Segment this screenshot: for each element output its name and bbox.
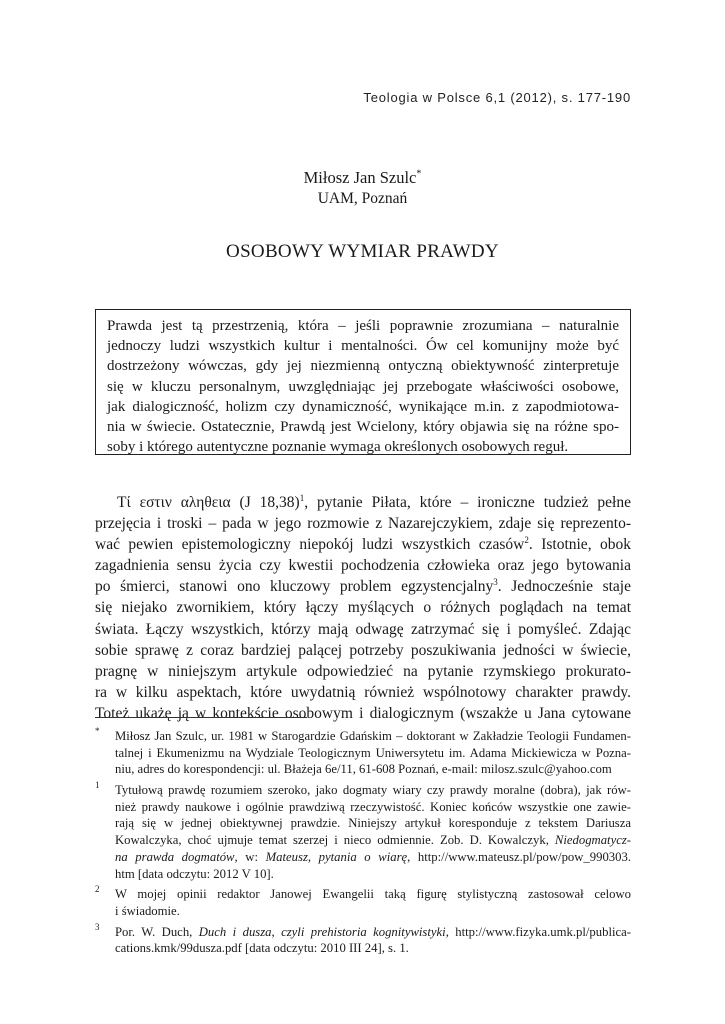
body-paragraph [95, 492, 631, 724]
body-line: przejęcia i troski – pada w jego rozmowie z Nazarejczykiem, zdaje się reprezento- [95, 515, 631, 533]
body-line: pragnę w niniejszym artykule odpowiedzieć na pytanie rzymskiego prokurato- [95, 662, 631, 680]
footnote-mark: 3 [95, 921, 100, 932]
abstract-box [95, 309, 631, 455]
footnote-line: i świadomie. [115, 903, 180, 918]
footnote-line: Miłosz Jan Szulc, ur. 1981 w Starogardzie Gdańskim – doktorant w Zakładzie Teologii Fundamen- [115, 729, 631, 743]
abstract-line: jednoczy ludzi wszystkich kultur i mentalności. Ów cel komunijny może być [107, 338, 619, 355]
article-title: OSOBOWY WYMIAR PRAWDY [226, 241, 499, 262]
author-affiliation: UAM, Poznań [317, 190, 408, 207]
footnote-line: htm [data odczytu: 2012 V 10]. [115, 866, 274, 881]
cited-title: na prawda dogmatów [115, 849, 235, 864]
footnote-line: Tytułową prawdę rozumiem szeroko, jako dogmaty wiary czy prawdy moralne (dobra), jak rów- [115, 783, 631, 798]
footnote-3 [95, 921, 631, 957]
abstract-line: się w kluczu personalnym, uwzględniając jej przebogate właściwości osobowe, [107, 378, 619, 395]
footnote-1 [95, 782, 631, 882]
journal-citation: Teologia w Polsce 6,1 (2012), s. 177-190 [363, 90, 631, 105]
footnote-line: na prawda dogmatów, w: Mateusz, pytania o wiarę, http://www.mateusz.pl/pow/pow_990303. [115, 849, 631, 864]
footnote-line: Kowalczyka, choć ujmuje temat szerzej i nieco odmiennie. Zob. D. Kowalczyk, Niedogmatycz- [115, 833, 631, 848]
body-line: sobie sprawę z coraz bardziej palącej potrzeby poszukiwania jedności w świecie, [95, 641, 631, 659]
footnote-line: W mojej opinii redaktor Janowej Ewangelii taką figurę stylistyczną zastosował celowo [115, 887, 631, 902]
footnote-mark: * [95, 726, 100, 736]
abstract-line: soby i którego autentyczne poznanie wymaga określonych osobowych reguł. [107, 439, 569, 456]
footnote-2 [95, 886, 631, 919]
footnote-ref: 2 [524, 535, 529, 546]
footnote-line: talnej i Ekumenizmu na Wydziale Teologicznym Uniwersytetu im. Adama Mickiewicza w Pozna- [115, 745, 631, 760]
author-name: Miłosz Jan Szulc* [303, 168, 422, 187]
body-line: ra w kilku aspektach, które uwydatnią również wspólnotowy charakter prawdy. [95, 683, 631, 701]
footnote-line: rają się w jednej obiektywnej prawdzie. Niniejszy artykuł koresponduje z tekstem Dariusza [115, 816, 631, 831]
cited-title: Niedogmatycz- [554, 833, 631, 848]
abstract-line: dostrzeżony wówczas, gdy jej niezmienną ontyczną obiektywność zinterpretuje [107, 358, 619, 375]
footnotes [95, 728, 631, 961]
body-line: się niejako zwornikiem, który łączy myślących o różnych poglądach na temat [95, 599, 631, 617]
footnote-line: niu, adres do korespondencji: ul. Błażeja 6e/11, 61-608 Poznań, e-mail: milosz.szulc@yahoo.com [115, 762, 612, 777]
abstract-line: jak dialogiczność, holizm czy dynamiczność, wynikające m.in. z zapodmiotowa- [107, 398, 619, 415]
body-line: zagadnienia sensu życia czy kwestii pochodzenia człowieka oraz jego bytowania [95, 557, 631, 575]
abstract-line: nia w świecie. Ostatecznie, Prawdą jest Wcielony, który objawia się na różne spo- [107, 418, 619, 435]
cited-source: Mateusz, pytania o wiarę [265, 849, 408, 864]
footnote-ref: 3 [493, 577, 498, 588]
body-line: Tί εστιν αληθεια (J 18,38)$^1$, pytanie Piłata, które – ironiczne tudzież pełne [117, 492, 631, 511]
body-line: Toteż ukażę ją w kontekście osobowym i dialogicznym (wszakże u Jana cytowane [95, 704, 631, 722]
footnote-line: Por. W. Duch, Duch i dusza, czyli prehistoria kognitywistyki, http://www.fizyka.umk.pl/publica- [115, 924, 631, 939]
cited-title: Duch i dusza, czyli prehistoria kognitywistyki [198, 924, 446, 939]
abstract-line: Prawda jest tą przestrzenią, która – jeśli poprawnie zrozumiana – naturalnie [107, 318, 619, 334]
footnote-divider [95, 717, 307, 718]
footnote-mark: 1 [95, 780, 100, 791]
footnote-mark: 2 [95, 884, 100, 895]
body-line: świata. Łączy wszystkich, którzy mają odwagę zatrzymać się i pomyśleć. Zdając [95, 620, 631, 638]
footnote-author [95, 728, 631, 778]
author-footnote-mark: * [416, 168, 422, 180]
footnote-line: cations.kmk/99dusza.pdf [data odczytu: 2010 III 24], s. 1. [115, 941, 409, 956]
body-line: po śmierci, stanowi ono kluczowy problem egzystencjalny$^3$. Jednocześnie staje [95, 577, 631, 596]
footnote-line: nież prawdy naukowe i ogólnie prawdziwą rzeczywistość. Koniec końców wszystkie one zawie- [115, 799, 631, 814]
body-line: wać pewien epistemologiczny niepokój ludzi wszystkich czasów$^2$. Istotnie, obok [95, 535, 632, 554]
footnote-ref: 1 [299, 492, 305, 503]
